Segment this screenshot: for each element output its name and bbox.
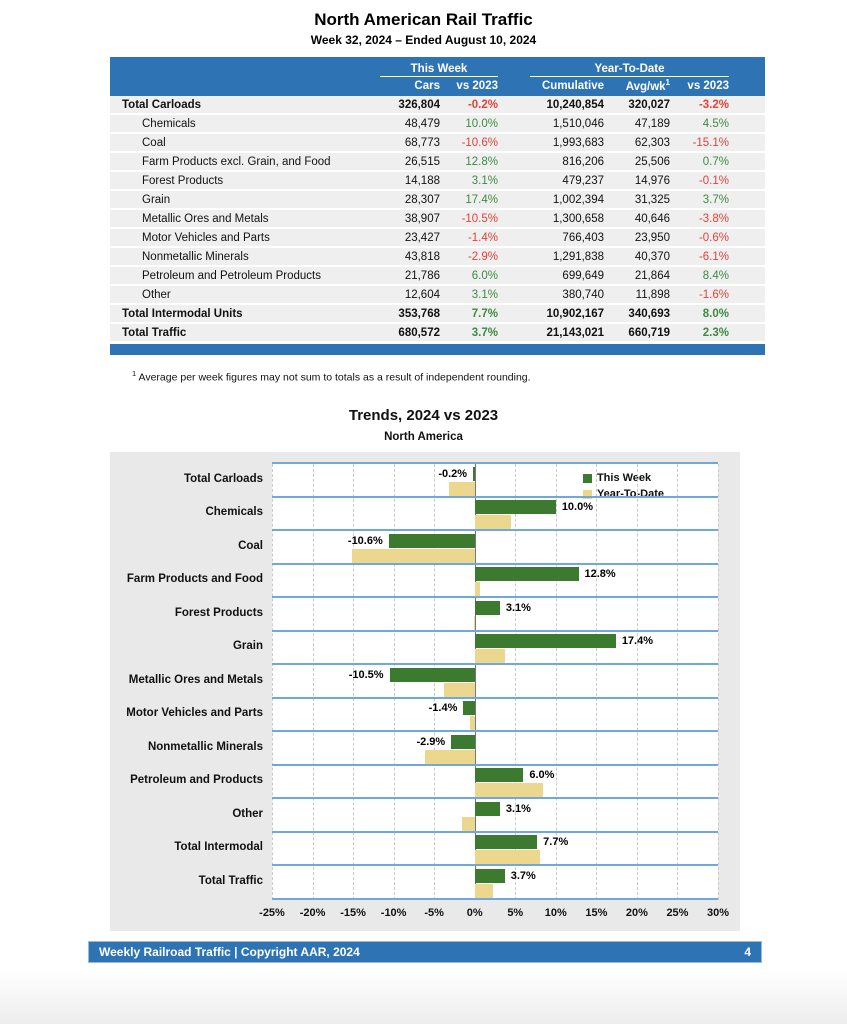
year-to-date-bar xyxy=(352,549,474,563)
bar-value-label: -10.6% xyxy=(347,534,383,547)
chart-row xyxy=(272,866,718,900)
table-row xyxy=(110,267,765,286)
footnote-text: Average per week figures may not sum to totals as a result of independent rounding. xyxy=(138,371,531,384)
this-week-bar xyxy=(475,634,616,648)
avg-per-week-value: 14,976 xyxy=(634,174,670,187)
bar-value-label: -10.5% xyxy=(348,668,384,681)
cars-value: 353,768 xyxy=(398,307,440,320)
week-vs-2023-value: -10.5% xyxy=(461,212,498,225)
chart-category-label: Nonmetallic Minerals xyxy=(147,740,263,753)
row-label: Chemicals xyxy=(142,117,196,130)
chart-row xyxy=(272,531,718,565)
week-vs-2023-value: 7.7% xyxy=(471,307,498,320)
year-to-date-bar xyxy=(474,616,475,630)
year-to-date-bar xyxy=(475,515,511,529)
traffic-table xyxy=(110,57,765,355)
row-label: Farm Products excl. Grain, and Food xyxy=(142,155,331,168)
cars-value: 326,804 xyxy=(398,98,440,111)
this-week-bar xyxy=(475,768,524,782)
avg-per-week-value: 23,950 xyxy=(634,231,670,244)
table-row xyxy=(110,153,765,172)
legend-label-year-to-date: Year-To-Date xyxy=(596,488,664,500)
chart-category-label: Petroleum and Products xyxy=(130,774,263,787)
cumulative-value: 380,740 xyxy=(562,288,604,301)
avg-per-week-text: Avg/wk xyxy=(625,80,666,93)
footer-page-number: 4 xyxy=(744,945,751,959)
cumulative-value: 10,902,167 xyxy=(546,307,604,320)
table-row xyxy=(110,305,765,324)
this-week-bar xyxy=(390,668,475,682)
table-row xyxy=(110,96,765,115)
chart-title: Trends, 2024 vs 2023 xyxy=(348,407,499,424)
cars-value: 28,307 xyxy=(404,193,440,206)
cars-value: 43,818 xyxy=(404,250,440,263)
cars-value: 26,515 xyxy=(404,155,440,168)
cars-value: 23,427 xyxy=(404,231,440,244)
row-label: Coal xyxy=(142,136,166,149)
bar-value-label: -2.9% xyxy=(416,735,446,748)
x-axis-tick-label: 10% xyxy=(544,907,567,919)
table-row xyxy=(110,172,765,191)
this-week-bar xyxy=(451,735,475,749)
ytd-vs-2023-value: 2.3% xyxy=(702,326,729,339)
year-to-date-bar xyxy=(462,817,475,831)
chart-category-label: Coal xyxy=(238,539,263,552)
cumulative-value: 10,240,854 xyxy=(546,98,604,111)
avg-per-week-value: 11,898 xyxy=(635,288,670,301)
bar-value-label: 12.8% xyxy=(584,568,616,580)
year-to-date-bar xyxy=(475,582,481,596)
ytd-vs-2023-value: -6.1% xyxy=(698,250,729,263)
chart-row xyxy=(272,833,718,867)
week-vs-2023-value: 10.0% xyxy=(465,117,498,130)
footer-text: Weekly Railroad Traffic | Copyright AAR, 2024 xyxy=(99,945,360,959)
ytd-vs-2023-value: -1.6% xyxy=(698,288,729,301)
chart-category-label: Motor Vehicles and Parts xyxy=(126,707,263,720)
column-header-cumulative: Cumulative xyxy=(542,79,604,92)
table-row xyxy=(110,248,765,267)
chart-row xyxy=(272,598,718,632)
group-header-year-to-date: Year-To-Date xyxy=(530,63,729,77)
avg-per-week-value: 660,719 xyxy=(628,326,670,339)
page-title: North American Rail Traffic xyxy=(314,10,533,29)
bar-value-label: 3.1% xyxy=(505,601,531,614)
row-label: Motor Vehicles and Parts xyxy=(142,231,270,244)
column-header-week-vs-2023: vs 2023 xyxy=(456,79,498,92)
chart-category-label: Metallic Ores and Metals xyxy=(128,673,263,686)
x-axis-tick-label: 25% xyxy=(666,907,689,919)
bar-value-label: 17.4% xyxy=(621,635,654,647)
ytd-vs-2023-value: 0.7% xyxy=(702,155,729,168)
week-vs-2023-value: -1.4% xyxy=(467,231,498,244)
footnote-marker: 1 xyxy=(132,369,137,378)
table-row xyxy=(110,134,765,153)
row-label: Total Carloads xyxy=(122,98,202,111)
week-vs-2023-value: 17.4% xyxy=(465,193,498,206)
week-vs-2023-value: -2.9% xyxy=(467,250,498,263)
x-axis-tick-label: 0% xyxy=(466,907,483,919)
week-vs-2023-value: 6.0% xyxy=(471,269,498,282)
table-row xyxy=(110,286,765,305)
column-header-avg-per-week xyxy=(604,78,670,93)
group-header-this-week: This Week xyxy=(380,63,498,77)
cumulative-value: 1,510,046 xyxy=(552,117,604,130)
this-week-bar xyxy=(475,500,556,514)
cars-value: 680,572 xyxy=(398,326,440,339)
chart-subtitle: North America xyxy=(384,431,463,443)
row-label: Forest Products xyxy=(142,174,224,187)
chart-row xyxy=(272,498,718,532)
avg-per-week-value: 62,303 xyxy=(634,136,670,149)
x-axis-tick-label: -5% xyxy=(424,907,444,919)
cumulative-value: 816,206 xyxy=(562,155,604,168)
chart-plot xyxy=(272,462,718,900)
row-label: Metallic Ores and Metals xyxy=(142,212,269,225)
bar-value-label: 10.0% xyxy=(561,501,594,513)
cars-value: 14,188 xyxy=(404,174,440,187)
chart-row xyxy=(272,665,718,699)
chart-row xyxy=(272,565,718,599)
ytd-vs-2023-value: -3.8% xyxy=(698,212,729,225)
cumulative-value: 1,291,838 xyxy=(552,250,604,263)
chart-category-label: Chemicals xyxy=(205,506,263,519)
chart-category-label: Other xyxy=(232,807,263,820)
chart-category-label: Grain xyxy=(232,640,263,653)
cars-value: 68,773 xyxy=(404,136,440,149)
page-bottom-fade xyxy=(0,970,847,1024)
table-row xyxy=(110,229,765,248)
cars-value: 12,604 xyxy=(404,288,440,301)
year-to-date-bar xyxy=(475,850,540,864)
cumulative-value: 699,649 xyxy=(562,269,604,282)
chart-category-label: Farm Products and Food xyxy=(126,573,263,586)
year-to-date-bar xyxy=(449,482,475,496)
row-label: Nonmetallic Minerals xyxy=(142,250,249,263)
row-label: Petroleum and Petroleum Products xyxy=(142,269,321,282)
avg-per-week-footnote-marker: 1 xyxy=(665,78,670,88)
week-vs-2023-value: 3.1% xyxy=(471,288,498,301)
x-axis-tick-label: 30% xyxy=(706,907,730,919)
trends-chart xyxy=(110,452,740,931)
chart-category-label: Total Intermodal xyxy=(174,841,263,854)
footer-band xyxy=(88,941,762,963)
week-vs-2023-value: -10.6% xyxy=(461,136,498,149)
bar-value-label: 6.0% xyxy=(529,769,555,781)
table-row xyxy=(110,115,765,134)
ytd-vs-2023-value: -0.1% xyxy=(698,174,729,187)
chart-row xyxy=(272,464,718,498)
avg-per-week-value: 47,189 xyxy=(634,117,670,130)
chart-category-label: Forest Products xyxy=(174,606,263,619)
chart-row xyxy=(272,699,718,733)
ytd-vs-2023-value: 3.7% xyxy=(702,193,729,206)
x-axis-tick-label: 15% xyxy=(585,907,608,919)
chart-row xyxy=(272,632,718,666)
table-group-header-row xyxy=(110,57,765,77)
table-row xyxy=(110,324,765,343)
this-week-bar xyxy=(475,869,505,883)
cumulative-value: 1,300,658 xyxy=(552,212,604,225)
week-vs-2023-value: 3.1% xyxy=(471,174,498,187)
x-axis-tick-label: -15% xyxy=(340,907,366,919)
row-label: Other xyxy=(142,288,171,301)
bar-value-label: 7.7% xyxy=(543,836,569,848)
chart-row xyxy=(272,799,718,833)
column-header-ytd-vs-2023: vs 2023 xyxy=(687,79,729,92)
gridline xyxy=(718,464,719,900)
page-subtitle: Week 32, 2024 – Ended August 10, 2024 xyxy=(310,33,537,47)
table-footnote xyxy=(132,369,531,384)
table-body xyxy=(110,96,765,343)
avg-per-week-value: 31,325 xyxy=(634,193,670,206)
chart-x-axis xyxy=(259,906,730,924)
chart-category-label: Total Carloads xyxy=(183,472,263,485)
ytd-vs-2023-value: 8.0% xyxy=(702,307,729,320)
bar-value-label: -1.4% xyxy=(428,702,458,714)
this-week-bar xyxy=(473,467,475,481)
week-vs-2023-value: 12.8% xyxy=(465,155,498,168)
avg-per-week-value: 21,864 xyxy=(634,269,670,282)
chart-row xyxy=(272,732,718,766)
column-header-cars: Cars xyxy=(414,79,440,92)
week-vs-2023-value: -0.2% xyxy=(467,98,498,111)
x-axis-tick-label: -20% xyxy=(299,907,326,919)
cars-value: 48,479 xyxy=(404,117,440,130)
x-axis-tick-label: 20% xyxy=(625,907,648,919)
table-column-header-row xyxy=(110,77,765,96)
bar-value-label: 3.1% xyxy=(505,802,531,815)
this-week-bar xyxy=(463,701,474,715)
bar-value-label: 3.7% xyxy=(510,869,536,882)
year-to-date-bar xyxy=(425,750,474,764)
cumulative-value: 21,143,021 xyxy=(546,326,604,339)
year-to-date-bar xyxy=(444,683,475,697)
x-axis-tick-label: -25% xyxy=(259,907,285,919)
legend-label-this-week: This Week xyxy=(596,472,652,484)
cumulative-value: 1,993,683 xyxy=(552,136,604,149)
chart-category-label: Total Traffic xyxy=(198,874,263,887)
avg-per-week-value: 40,646 xyxy=(634,212,670,225)
avg-per-week-value: 320,027 xyxy=(628,98,670,111)
x-axis-tick-label: -10% xyxy=(380,907,407,919)
ytd-vs-2023-value: 4.5% xyxy=(702,117,729,130)
ytd-vs-2023-value: -15.1% xyxy=(692,136,729,149)
year-to-date-bar xyxy=(475,649,505,663)
row-label: Total Traffic xyxy=(122,326,187,339)
chart-row xyxy=(272,766,718,800)
table-bottom-band xyxy=(110,344,765,355)
year-to-date-bar xyxy=(475,884,494,898)
avg-per-week-value: 40,370 xyxy=(634,250,670,263)
cars-value: 21,786 xyxy=(404,269,440,282)
table-row xyxy=(110,210,765,229)
this-week-bar xyxy=(475,835,537,849)
week-vs-2023-value: 3.7% xyxy=(471,326,498,339)
table-row xyxy=(110,191,765,210)
year-to-date-bar xyxy=(470,716,475,730)
ytd-vs-2023-value: -3.2% xyxy=(698,98,729,111)
avg-per-week-value: 340,693 xyxy=(628,307,670,320)
ytd-vs-2023-value: 8.4% xyxy=(702,269,729,282)
table-header xyxy=(110,57,765,96)
cumulative-value: 1,002,394 xyxy=(552,193,604,206)
this-week-bar xyxy=(475,601,500,615)
cumulative-value: 479,237 xyxy=(562,174,604,187)
ytd-vs-2023-value: -0.6% xyxy=(698,231,729,244)
cars-value: 38,907 xyxy=(404,212,440,225)
row-label: Grain xyxy=(142,193,171,206)
year-to-date-bar xyxy=(475,783,543,797)
this-week-bar xyxy=(475,802,500,816)
this-week-bar xyxy=(475,567,579,581)
row-label: Total Intermodal Units xyxy=(122,307,243,320)
cumulative-value: 766,403 xyxy=(562,231,604,244)
x-axis-tick-label: 5% xyxy=(507,907,524,919)
this-week-bar xyxy=(389,534,475,548)
bar-value-label: -0.2% xyxy=(438,467,468,480)
avg-per-week-value: 25,506 xyxy=(634,155,670,168)
